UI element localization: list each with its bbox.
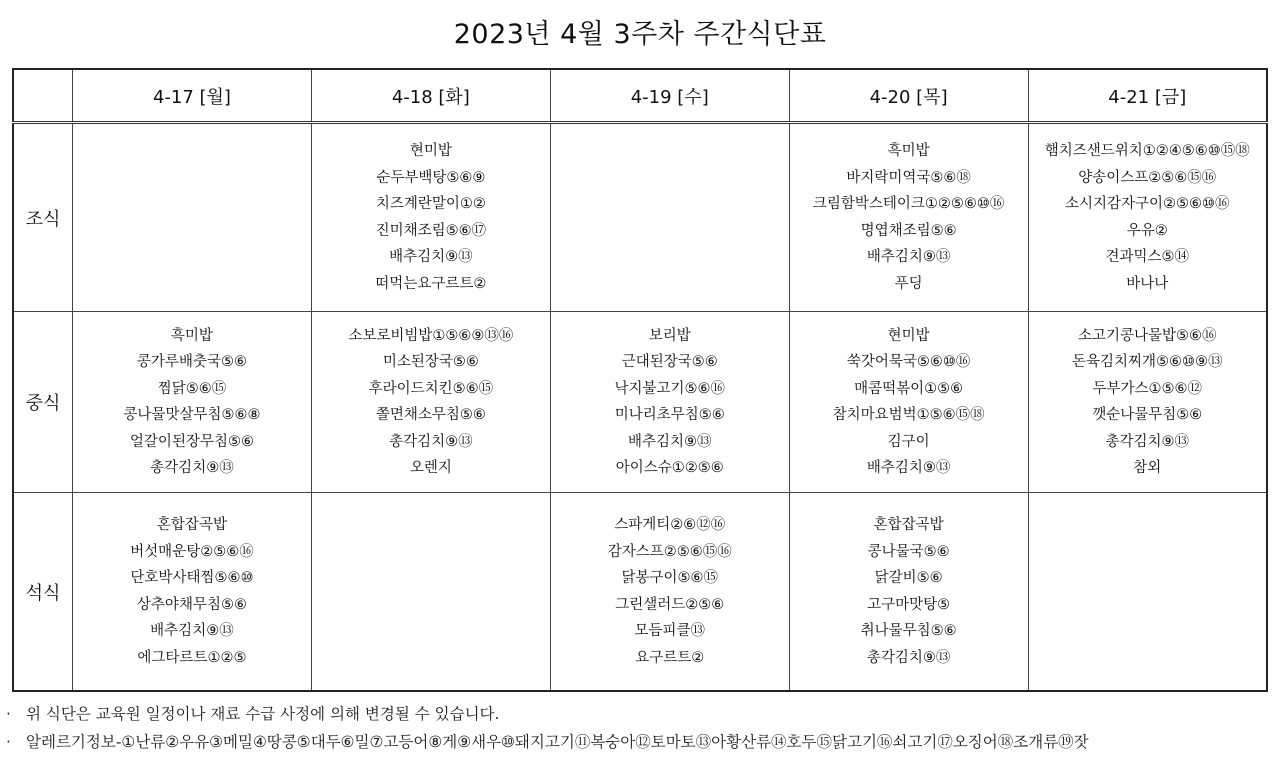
menu-item: 바지락미역국⑤⑥⑱ xyxy=(846,169,971,186)
menu-item: 오렌지 xyxy=(409,460,452,476)
menu-item: 모듬피클⑬ xyxy=(634,623,705,639)
weekly-menu-table xyxy=(12,68,1268,692)
notes xyxy=(6,700,1276,756)
menu-item: 얼갈이된장무침⑤⑥ xyxy=(129,433,254,450)
day-header: 4-21 [금] xyxy=(1028,69,1267,123)
menu-cell xyxy=(550,123,789,312)
menu-item-list xyxy=(312,138,550,297)
menu-item: 크림함박스테이크①②⑤⑥⑩⑯ xyxy=(812,196,1005,212)
menu-item: 총각김치⑨⑬ xyxy=(389,433,473,450)
menu-item: 쑥갓어묵국⑤⑥⑩⑯ xyxy=(846,354,971,370)
menu-item: 콩나물국⑤⑥ xyxy=(867,543,950,560)
menu-item-list xyxy=(790,512,1028,671)
note-text: 알레르기정보-①난류②우유③메밀④땅콩⑤대두⑥밀⑦고등어⑧게⑨새우⑩돼지고기⑪복숭아⑫토마토⑬아황산류⑭호두⑮닭고기⑯쇠고기⑰오징어⑱조개류⑲잣 xyxy=(26,733,1089,751)
menu-item: 취나물무침⑤⑥ xyxy=(860,623,957,639)
menu-item: 매콤떡볶이①⑤⑥ xyxy=(854,380,964,397)
menu-item-list xyxy=(551,323,789,482)
menu-item: 스파게티②⑥⑫⑯ xyxy=(614,517,726,533)
menu-item: 총각김치⑨⑬ xyxy=(1105,433,1190,450)
menu-item: 닭갈비⑤⑥ xyxy=(874,570,943,586)
menu-item: 현미밥 xyxy=(887,327,930,344)
menu-cell xyxy=(550,493,789,692)
corner-cell xyxy=(13,69,73,123)
menu-item: 소시지감자구이②⑤⑥⑩⑯ xyxy=(1065,196,1230,212)
menu-item: 보리밥 xyxy=(648,327,691,344)
menu-item: 양송이스프②⑤⑥⑮⑯ xyxy=(1078,169,1217,186)
menu-cell xyxy=(73,312,312,493)
menu-item: 고구마맛탕⑤ xyxy=(867,596,951,613)
menu-item: 소고기콩나물밥⑤⑥⑯ xyxy=(1078,327,1217,344)
menu-item: 소보로비빔밥①⑤⑥⑨⑬⑯ xyxy=(348,327,514,344)
menu-item: 그린샐러드②⑤⑥ xyxy=(615,596,725,613)
menu-item: 현미밥 xyxy=(409,143,452,159)
menu-item: 진미채조림⑤⑥⑰ xyxy=(375,222,487,239)
note-text: 위 식단은 교육원 일정이나 재료 수급 사정에 의해 변경될 수 있습니다. xyxy=(26,705,500,723)
menu-item: 후라이드치킨⑤⑥⑮ xyxy=(368,380,494,397)
day-header: 4-17 [월] xyxy=(73,69,312,123)
menu-item: 총각김치⑨⑬ xyxy=(866,649,951,666)
menu-item: 미나리초무침⑤⑥ xyxy=(614,407,725,423)
header-row xyxy=(13,69,1267,123)
menu-item: 에그타르트①②⑤ xyxy=(137,649,247,666)
menu-item: 치즈계란말이①② xyxy=(375,196,486,212)
day-header: 4-19 [수] xyxy=(550,69,789,123)
menu-item: 총각김치⑨⑬ xyxy=(150,460,234,476)
menu-item: 찜닭⑤⑥⑮ xyxy=(157,380,227,397)
note-schedule xyxy=(6,700,1276,728)
menu-item: 근대된장국⑤⑥ xyxy=(621,354,718,370)
menu-item: 참치마요범벅①⑤⑥⑮⑱ xyxy=(832,407,985,423)
meal-label: 석식 xyxy=(13,493,73,692)
menu-item: 낙지불고기⑤⑥⑯ xyxy=(614,380,725,397)
page-title: 2023년 4월 3주차 주간식단표 xyxy=(453,19,827,50)
menu-item: 김구이 xyxy=(887,433,930,450)
menu-item-list xyxy=(1029,138,1266,297)
menu-item: 흑미밥 xyxy=(170,327,213,344)
menu-cell xyxy=(311,123,550,312)
menu-cell xyxy=(73,493,312,692)
menu-item: 바나나 xyxy=(1126,275,1169,292)
menu-cell xyxy=(789,123,1028,312)
menu-item: 흑미밥 xyxy=(887,143,930,159)
menu-item: 돈육김치찌개⑤⑥⑩⑨⑬ xyxy=(1072,354,1223,370)
menu-item: 혼합잡곡밥 xyxy=(873,517,944,533)
menu-item: 배추김치⑨⑬ xyxy=(866,249,951,265)
note-allergy xyxy=(6,728,1276,756)
note-bullet: · xyxy=(6,733,11,751)
menu-item: 콩나물맛살무침⑤⑥⑧ xyxy=(123,407,261,423)
meal-label: 중식 xyxy=(13,312,73,493)
menu-item: 배추김치⑨⑬ xyxy=(150,623,234,639)
menu-item: 명엽채조림⑤⑥ xyxy=(860,222,957,239)
day-header: 4-20 [목] xyxy=(789,69,1028,123)
menu-item: 콩가루배춧국⑤⑥ xyxy=(136,354,247,370)
menu-cell xyxy=(789,493,1028,692)
menu-cell xyxy=(1028,493,1267,692)
menu-item: 미소된장국⑤⑥ xyxy=(382,354,479,370)
menu-cell xyxy=(789,312,1028,493)
menu-item-list xyxy=(1029,323,1266,482)
menu-item-list xyxy=(73,323,311,482)
menu-item: 버섯매운탕②⑤⑥⑯ xyxy=(130,543,254,560)
menu-item: 두부가스①⑤⑥⑫ xyxy=(1092,380,1203,397)
menu-item-list xyxy=(790,323,1028,482)
menu-cell xyxy=(1028,312,1267,493)
menu-item: 견과믹스⑤⑭ xyxy=(1105,249,1190,265)
menu-cell xyxy=(1028,123,1267,312)
note-bullet: · xyxy=(6,705,11,723)
menu-item: 배추김치⑨⑬ xyxy=(389,249,473,265)
meal-row xyxy=(13,312,1267,493)
menu-item: 우유② xyxy=(1126,222,1168,239)
menu-cell xyxy=(311,312,550,493)
menu-item: 배추김치⑨⑬ xyxy=(627,433,712,450)
menu-item: 단호박사태찜⑤⑥⑩ xyxy=(130,570,254,586)
menu-cell xyxy=(311,493,550,692)
meal-label: 조식 xyxy=(13,123,73,312)
meal-row xyxy=(13,123,1267,312)
menu-cell xyxy=(550,312,789,493)
menu-item-list xyxy=(312,323,550,482)
menu-item-list xyxy=(790,138,1028,297)
meal-row xyxy=(13,493,1267,692)
menu-item-list xyxy=(551,512,789,671)
menu-item: 혼합잡곡밥 xyxy=(156,517,227,533)
menu-item: 쫄면채소무침⑤⑥ xyxy=(375,407,486,423)
day-header: 4-18 [화] xyxy=(311,69,550,123)
menu-item: 깻순나물무침⑤⑥ xyxy=(1092,407,1203,423)
menu-item-list xyxy=(73,512,311,671)
menu-item: 푸딩 xyxy=(894,275,923,292)
menu-item: 순두부백탕⑤⑥⑨ xyxy=(376,169,486,186)
menu-item: 요구르트② xyxy=(635,649,705,666)
menu-item: 아이스슈①②⑤⑥ xyxy=(615,460,724,476)
menu-item: 상추야채무침⑤⑥ xyxy=(136,596,247,613)
menu-item: 참외 xyxy=(1133,460,1162,476)
menu-item: 햄치즈샌드위치①②④⑤⑥⑩⑮⑱ xyxy=(1044,143,1250,159)
menu-item: 떠먹는요구르트② xyxy=(375,275,487,292)
menu-cell xyxy=(73,123,312,312)
menu-item: 감자스프②⑤⑥⑮⑯ xyxy=(607,543,732,560)
menu-item: 배추김치⑨⑬ xyxy=(866,460,951,476)
menu-item: 닭봉구이⑤⑥⑮ xyxy=(621,570,718,586)
